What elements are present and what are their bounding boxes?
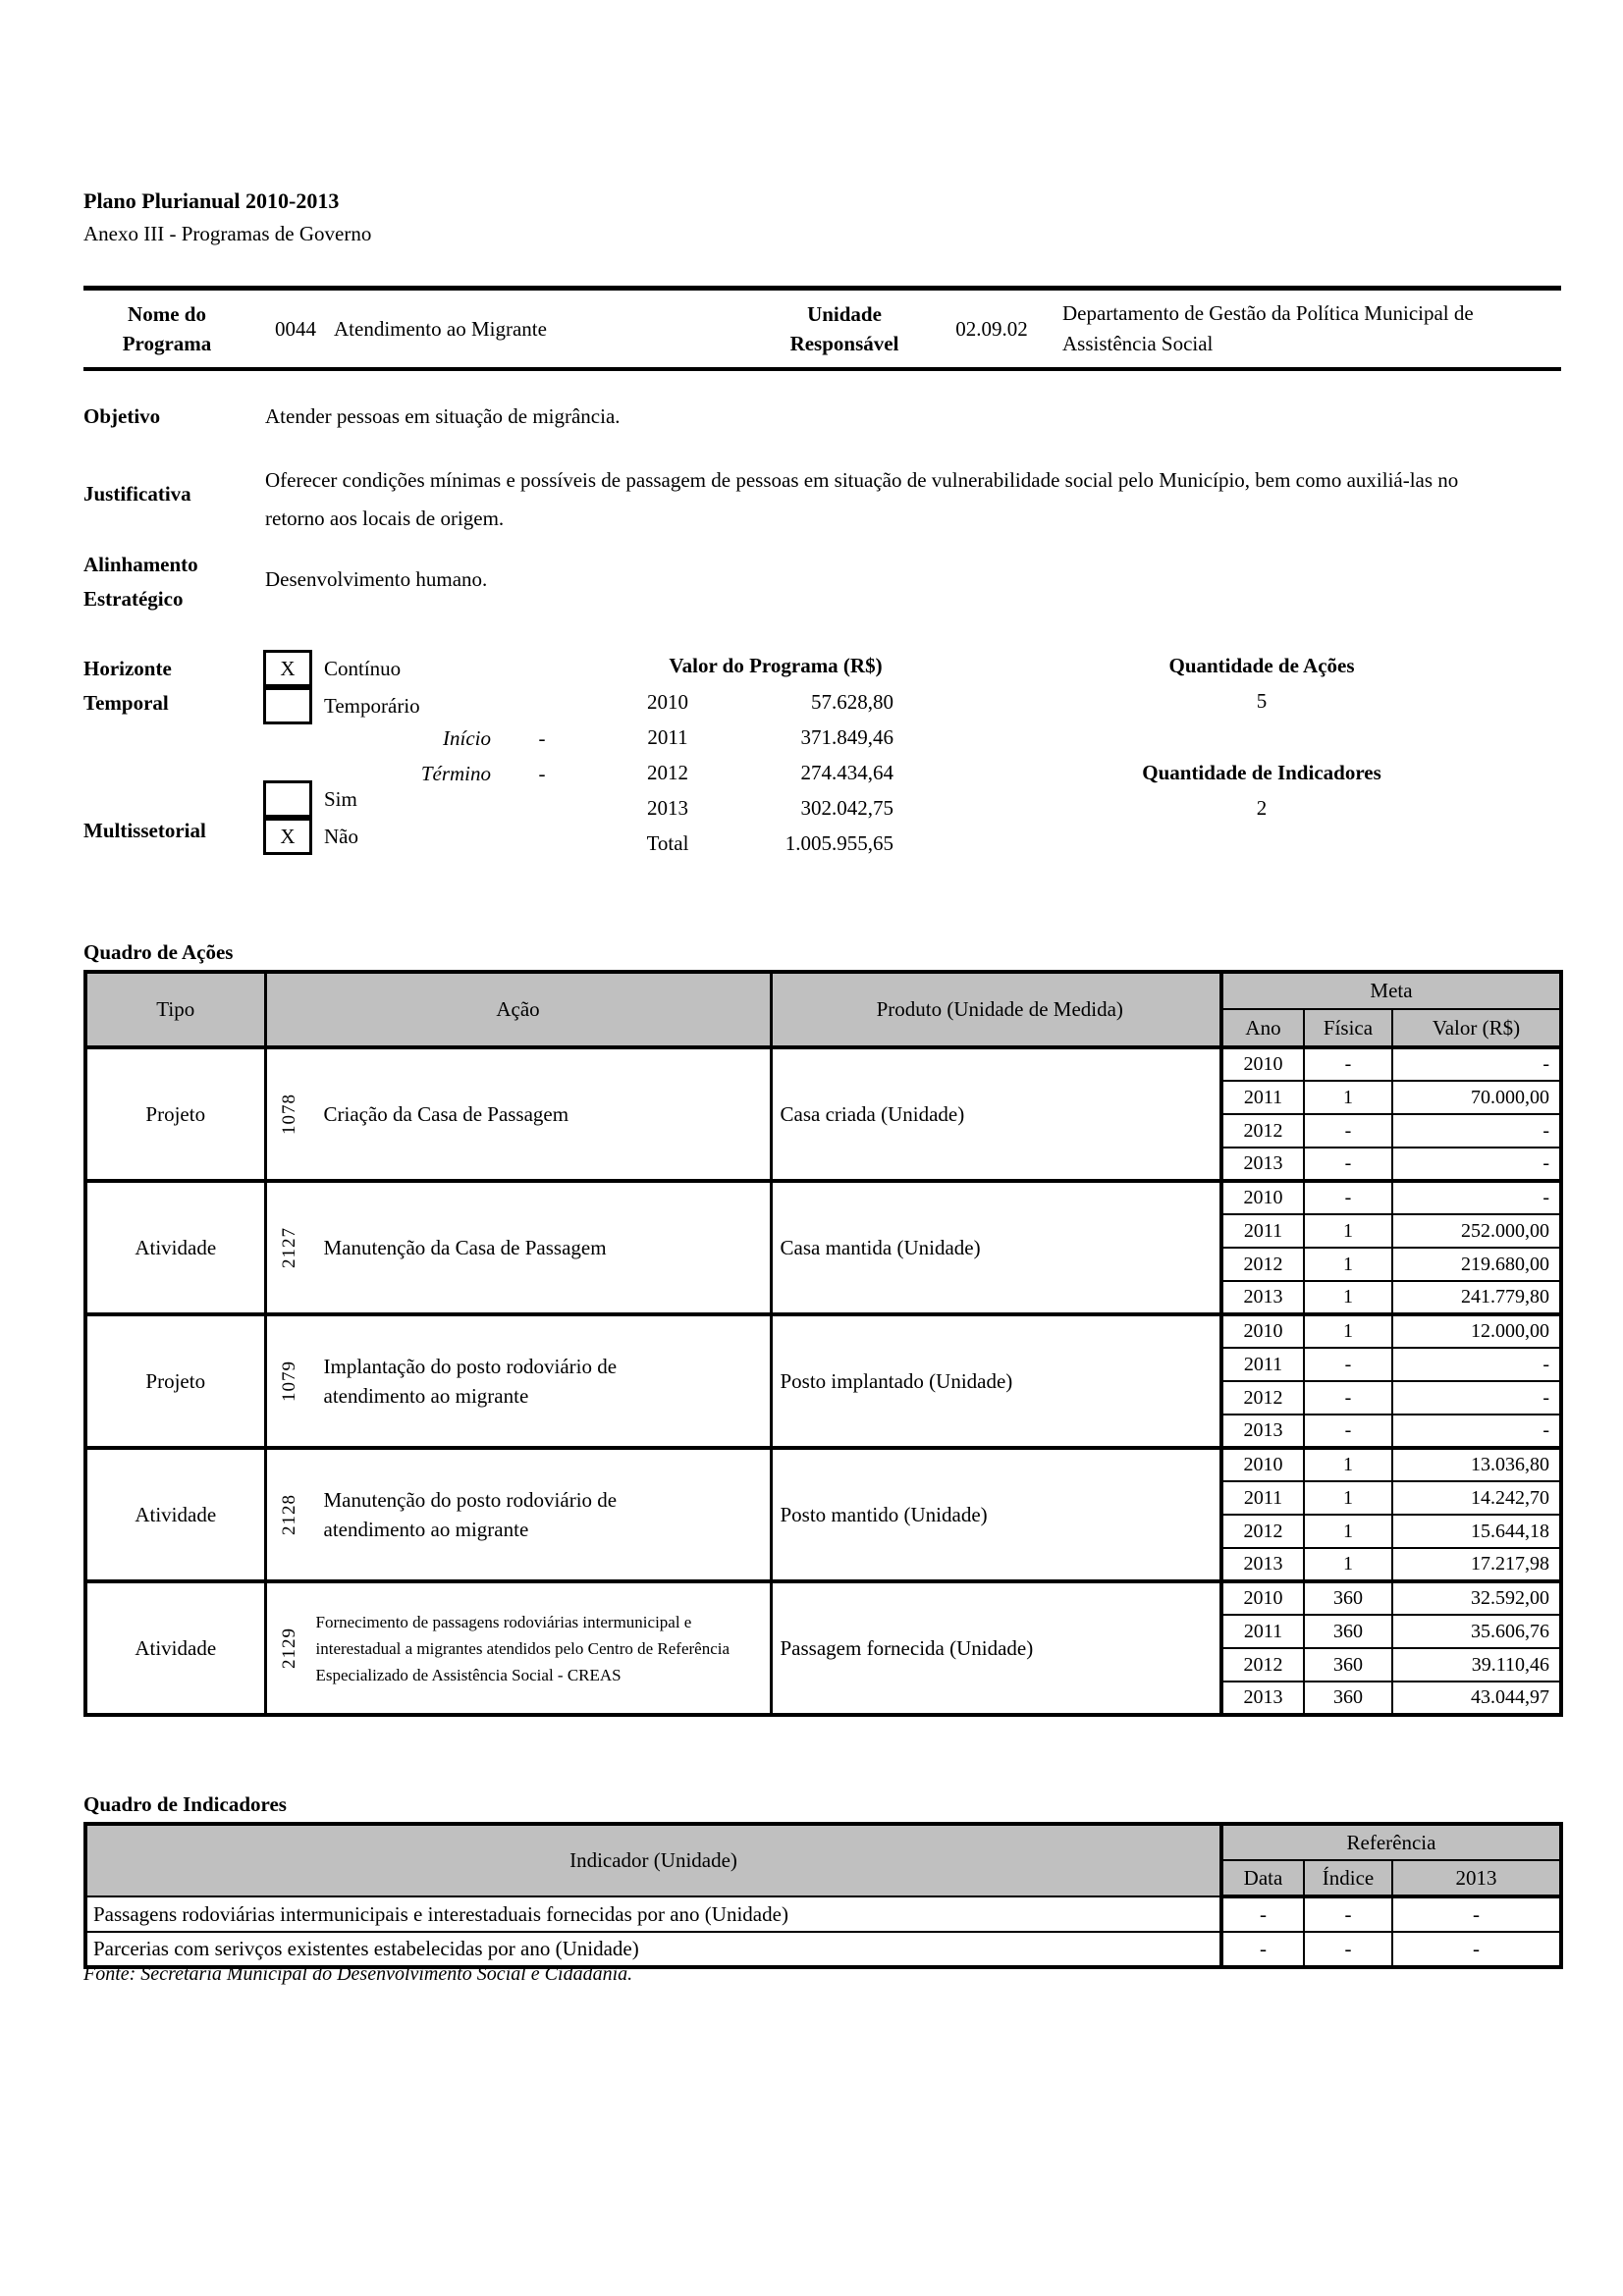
action-cell <box>265 1181 771 1314</box>
action-code: 2129 <box>278 1628 299 1669</box>
col-header-value: Valor (R$) <box>1392 1009 1561 1047</box>
meta-physical-cell: - <box>1304 1047 1392 1081</box>
value-amount: 302.042,75 <box>800 796 893 820</box>
yes-option-row <box>263 780 357 818</box>
action-product: Posto mantido (Unidade) <box>771 1448 1221 1581</box>
strategic-alignment-label: Alinhamento Estratégico <box>83 553 198 611</box>
action-type: Atividade <box>85 1581 265 1715</box>
program-name-label: Nome do Programa <box>122 302 212 355</box>
objective-label: Objetivo <box>83 404 161 428</box>
meta-year-cell: 2013 <box>1221 1281 1304 1314</box>
action-code: 1078 <box>278 1094 299 1135</box>
meta-physical-cell: 360 <box>1304 1581 1392 1615</box>
meta-year-cell: 2012 <box>1221 1515 1304 1548</box>
yes-checkbox <box>263 780 312 818</box>
meta-year-cell: 2010 <box>1221 1047 1304 1081</box>
meta-year-cell: 2011 <box>1221 1481 1304 1515</box>
action-product: Casa criada (Unidade) <box>771 1047 1221 1181</box>
meta-value-cell: 219.680,00 <box>1392 1248 1561 1281</box>
end-value: - <box>538 762 546 785</box>
meta-physical-cell: 1 <box>1304 1515 1392 1548</box>
col-header-type: Tipo <box>85 972 265 1047</box>
action-row <box>85 1181 1561 1214</box>
meta-year-cell: 2013 <box>1221 1682 1304 1715</box>
value-year: 2013 <box>647 796 688 820</box>
action-type: Projeto <box>85 1047 265 1181</box>
indicators-count-value: 2 <box>1256 796 1268 820</box>
action-cell <box>265 1448 771 1581</box>
action-row <box>85 1314 1561 1348</box>
action-row <box>85 1047 1561 1081</box>
meta-value-cell: - <box>1392 1381 1561 1415</box>
action-product: Casa mantida (Unidade) <box>771 1181 1221 1314</box>
meta-value-cell: 12.000,00 <box>1392 1314 1561 1348</box>
meta-value-cell: 241.779,80 <box>1392 1281 1561 1314</box>
action-description: Criação da Casa de Passagem <box>323 1102 569 1126</box>
meta-value-cell: 43.044,97 <box>1392 1682 1561 1715</box>
meta-year-cell: 2012 <box>1221 1648 1304 1682</box>
indicator-date: - <box>1221 1896 1304 1932</box>
meta-year-cell: 2010 <box>1221 1581 1304 1615</box>
indicators-count-label: Quantidade de Indicadores <box>1142 761 1381 784</box>
meta-physical-cell: - <box>1304 1148 1392 1181</box>
indicator-name: Parcerias com serivços existentes estabelecidas por ano (Unidade) <box>85 1932 1221 1967</box>
value-amount: 274.434,64 <box>800 761 893 784</box>
meta-value-cell: 17.217,98 <box>1392 1548 1561 1581</box>
meta-physical-cell: 1 <box>1304 1214 1392 1248</box>
col-header-meta: Meta <box>1221 972 1561 1009</box>
continuous-checkbox: X <box>263 650 312 687</box>
meta-year-cell: 2011 <box>1221 1615 1304 1648</box>
col-header-date: Data <box>1221 1860 1304 1896</box>
meta-value-cell: - <box>1392 1148 1561 1181</box>
document-title: Plano Plurianual 2010-2013 <box>83 188 340 213</box>
meta-value-cell: - <box>1392 1114 1561 1148</box>
meta-year-cell: 2013 <box>1221 1415 1304 1448</box>
continuous-option-row <box>263 650 401 687</box>
start-value: - <box>538 726 546 750</box>
indicator-index: - <box>1304 1896 1392 1932</box>
action-cell <box>265 1314 771 1448</box>
action-code: 2127 <box>278 1227 299 1268</box>
responsible-unit-name: Departamento de Gestão da Política Municipal de Assistência Social <box>1062 301 1474 355</box>
value-year: 2012 <box>647 761 688 784</box>
meta-year-cell: 2011 <box>1221 1348 1304 1381</box>
meta-physical-cell: - <box>1304 1114 1392 1148</box>
col-header-year: Ano <box>1221 1009 1304 1047</box>
action-product: Passagem fornecida (Unidade) <box>771 1581 1221 1715</box>
meta-physical-cell: 360 <box>1304 1682 1392 1715</box>
meta-physical-cell: 360 <box>1304 1615 1392 1648</box>
objective-text: Atender pessoas em situação de migrância. <box>265 404 621 428</box>
meta-year-cell: 2013 <box>1221 1548 1304 1581</box>
meta-value-cell: 14.242,70 <box>1392 1481 1561 1515</box>
indicators-table <box>83 1822 1563 1969</box>
action-description: Manutenção da Casa de Passagem <box>323 1236 607 1259</box>
meta-physical-cell: - <box>1304 1381 1392 1415</box>
temporary-label: Temporário <box>324 693 420 718</box>
actions-table <box>83 970 1563 1717</box>
col-header-product: Produto (Unidade de Medida) <box>771 972 1221 1047</box>
meta-physical-cell: 1 <box>1304 1314 1392 1348</box>
meta-value-cell: 252.000,00 <box>1392 1214 1561 1248</box>
meta-value-cell: - <box>1392 1181 1561 1214</box>
action-description: Fornecimento de passagens rodoviárias intermunicipal e interestadual a migrantes atendidos pelo Centro de Referência Especializado de Assistência Social - CREAS <box>315 1612 730 1684</box>
meta-value-cell: 39.110,46 <box>1392 1648 1561 1682</box>
meta-physical-cell: 360 <box>1304 1648 1392 1682</box>
responsible-unit-code: 02.09.02 <box>955 316 1028 341</box>
meta-physical-cell: 1 <box>1304 1248 1392 1281</box>
program-name: Atendimento ao Migrante <box>334 316 547 341</box>
action-cell <box>265 1581 771 1715</box>
start-label: Início <box>443 726 491 750</box>
meta-year-cell: 2010 <box>1221 1314 1304 1348</box>
meta-physical-cell: - <box>1304 1415 1392 1448</box>
action-cell <box>265 1047 771 1181</box>
temporary-checkbox <box>263 687 312 724</box>
program-header-bar <box>83 286 1561 371</box>
value-year: 2011 <box>647 725 688 749</box>
strategic-alignment-text: Desenvolvimento humano. <box>265 567 488 591</box>
meta-physical-cell: 1 <box>1304 1081 1392 1114</box>
justification-text: Oferecer condições mínimas e possíveis de passagem de pessoas em situação de vulnerabilidade social pelo Município, bem como auxiliá-las no retorno aos locais de origem. <box>265 468 1459 530</box>
indicator-name: Passagens rodoviárias intermunicipais e interestaduais fornecidas por ano (Unidade) <box>85 1896 1221 1932</box>
col-header-index: Índice <box>1304 1860 1392 1896</box>
meta-value-cell: - <box>1392 1047 1561 1081</box>
meta-year-cell: 2010 <box>1221 1448 1304 1481</box>
actions-count-label: Quantidade de Ações <box>1168 654 1355 677</box>
col-header-physical: Física <box>1304 1009 1392 1047</box>
action-code: 2128 <box>278 1494 299 1535</box>
action-description: Manutenção do posto rodoviário de atendimento ao migrante <box>323 1488 618 1541</box>
meta-physical-cell: - <box>1304 1348 1392 1381</box>
value-total-label: Total <box>646 831 689 855</box>
indicator-row <box>85 1896 1561 1932</box>
value-amount: 371.849,46 <box>800 725 893 749</box>
source-note: Fonte: Secretaria Municipal do Desenvolvimento Social e Cidadania. <box>83 1963 633 1985</box>
meta-value-cell: - <box>1392 1348 1561 1381</box>
value-total-amount: 1.005.955,65 <box>784 831 893 855</box>
col-header-2013: 2013 <box>1392 1860 1561 1896</box>
meta-year-cell: 2011 <box>1221 1214 1304 1248</box>
indicator-row <box>85 1932 1561 1967</box>
actions-table-title: Quadro de Ações <box>83 940 234 964</box>
multisector-label: Multissetorial <box>83 819 206 842</box>
action-product: Posto implantado (Unidade) <box>771 1314 1221 1448</box>
col-header-action: Ação <box>265 972 771 1047</box>
actions-count-value: 5 <box>1256 689 1268 713</box>
col-header-indicator: Indicador (Unidade) <box>85 1824 1221 1896</box>
no-checkbox: X <box>263 818 312 855</box>
continuous-label: Contínuo <box>324 656 402 680</box>
indicator-date: - <box>1221 1932 1304 1967</box>
meta-physical-cell: 1 <box>1304 1548 1392 1581</box>
meta-year-cell: 2013 <box>1221 1148 1304 1181</box>
indicators-table-title: Quadro de Indicadores <box>83 1792 287 1816</box>
no-label: Não <box>324 824 358 848</box>
responsible-unit-label: Unidade Responsável <box>789 302 899 355</box>
meta-value-cell: 13.036,80 <box>1392 1448 1561 1481</box>
program-identification <box>250 317 756 342</box>
action-type: Projeto <box>85 1314 265 1448</box>
action-type: Atividade <box>85 1448 265 1581</box>
meta-physical-cell: - <box>1304 1181 1392 1214</box>
indicator-index: - <box>1304 1932 1392 1967</box>
yes-label: Sim <box>324 786 357 811</box>
temporary-option-row <box>263 687 420 724</box>
meta-year-cell: 2012 <box>1221 1248 1304 1281</box>
col-header-reference: Referência <box>1221 1824 1561 1860</box>
end-label: Término <box>420 762 491 785</box>
meta-year-cell: 2012 <box>1221 1114 1304 1148</box>
meta-physical-cell: 1 <box>1304 1281 1392 1314</box>
meta-year-cell: 2012 <box>1221 1381 1304 1415</box>
indicator-2013-value: - <box>1392 1932 1561 1967</box>
action-description: Implantação do posto rodoviário de atendimento ao migrante <box>323 1355 618 1408</box>
meta-value-cell: 32.592,00 <box>1392 1581 1561 1615</box>
program-value-title: Valor do Programa (R$) <box>669 654 883 677</box>
meta-value-cell: 35.606,76 <box>1392 1615 1561 1648</box>
document-subtitle: Anexo III - Programas de Governo <box>83 222 372 245</box>
value-amount: 57.628,80 <box>811 690 893 714</box>
time-horizon-label: Horizonte Temporal <box>83 657 172 715</box>
value-year: 2010 <box>647 690 688 714</box>
indicator-2013-value: - <box>1392 1896 1561 1932</box>
action-row <box>85 1448 1561 1481</box>
action-row <box>85 1581 1561 1615</box>
meta-physical-cell: 1 <box>1304 1481 1392 1515</box>
meta-value-cell: 70.000,00 <box>1392 1081 1561 1114</box>
meta-year-cell: 2011 <box>1221 1081 1304 1114</box>
meta-value-cell: - <box>1392 1415 1561 1448</box>
meta-value-cell: 15.644,18 <box>1392 1515 1561 1548</box>
meta-physical-cell: 1 <box>1304 1448 1392 1481</box>
action-code: 1079 <box>278 1361 299 1402</box>
justification-label: Justificativa <box>83 482 191 506</box>
program-code: 0044 <box>275 316 316 341</box>
no-option-row <box>263 818 358 855</box>
action-type: Atividade <box>85 1181 265 1314</box>
meta-year-cell: 2010 <box>1221 1181 1304 1214</box>
